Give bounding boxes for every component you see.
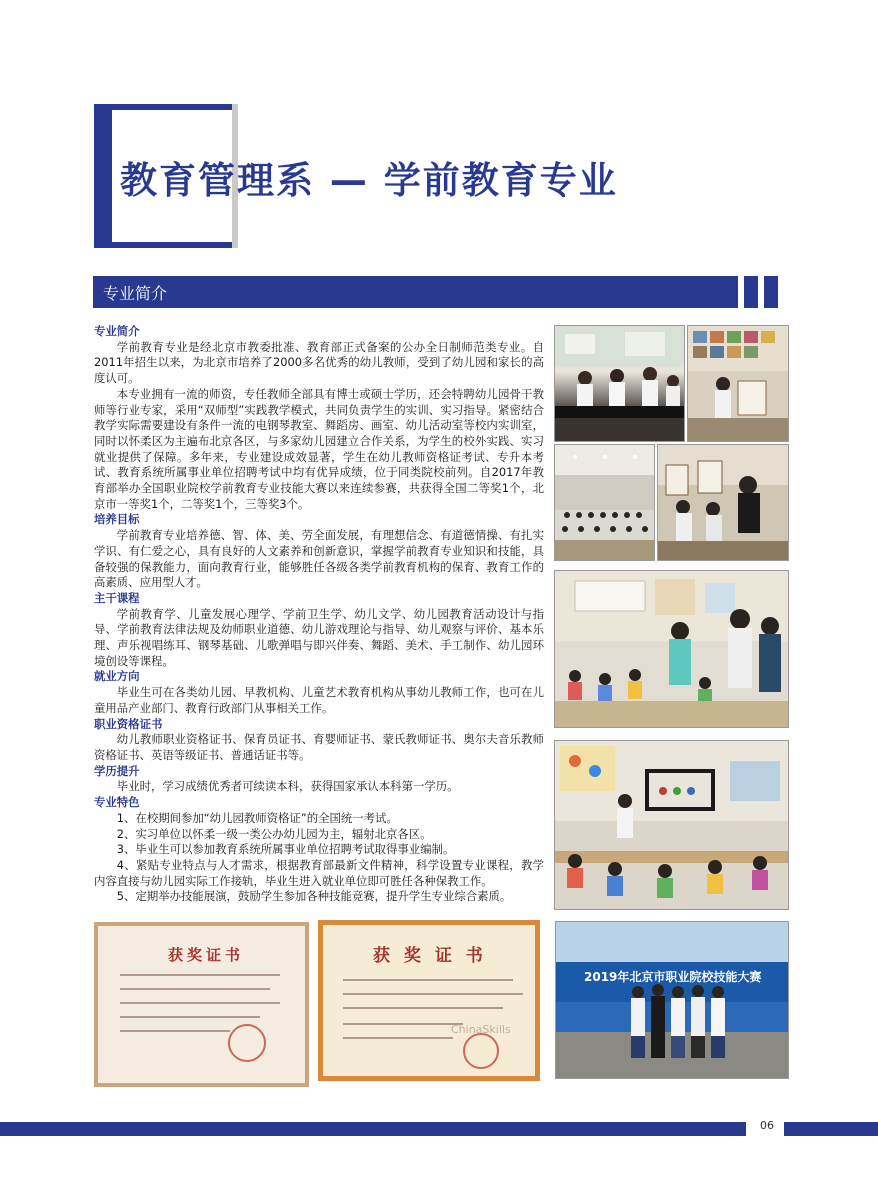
title-frame-top	[94, 104, 238, 110]
intro-paragraph-1: 学前教育专业是经北京市教委批准、教育部正式备案的公办全日制师范类专业。自2011年招生以来，为北京市培养了2000多名优秀的幼儿教师，受到了幼儿园和家长的高度认可。	[94, 339, 544, 386]
certificate-2-line	[343, 1023, 463, 1025]
feature-item-2: 2、实习单位以怀柔一级一类公办幼儿园为主，辐射北京各区。	[116, 826, 432, 841]
photo-piano-classroom	[554, 325, 685, 442]
certificate-2-watermark: ChinaSkills	[451, 1023, 511, 1036]
certificate-2-line	[343, 979, 513, 981]
feature-item-3: 3、毕业生可以参加教育系统所属事业单位招聘考试取得事业编制。	[116, 842, 455, 857]
certs-paragraph: 幼儿教师职业资格证书、保育员证书、育婴师证书、蒙氏教师证书、奥尔夫音乐教师资格证书、英语等级证书、普通话证书等。	[94, 732, 544, 762]
feature-item-1: 1、在校期间参加“幼儿园教师资格证”的全国统一考试。	[116, 810, 398, 825]
certificate-1	[94, 922, 309, 1087]
heading-degree: 学历提升	[94, 763, 140, 778]
certificate-2-line	[343, 1037, 453, 1039]
photo-easel-painting	[657, 444, 789, 561]
section-bar-stripe-2	[764, 276, 778, 308]
page-number: 06	[760, 1119, 774, 1132]
intro-paragraph-2: 本专业拥有一流的师资，专任教师全部具有博士或硕士学历，还会特聘幼儿园骨干教师等行业专家，采用“双师型”实践教学模式，共同负责学生的实训、实习指导。紧密结合教学实际需要建设有条件一流的电钢琴教室、舞蹈房、画室、幼儿活动室等校内实训室，同时以怀柔区为主遍布北京各区，与多家幼儿园建立合作关系，为学生的校外实践、实习就业提供了保障。多年来，专业建设成效显著，学生在幼儿教师资格证考试、专升本考试、教育系统所属事业单位招聘考试中均有优异成绩，位于同类院校前列。自2017年教育部举办全国职业院校学前教育专业技能大赛以来连续参赛，共获得全国二等奖1个，北京市一等奖1个，二等奖1个，三等奖3个。	[94, 386, 544, 511]
title-frame-left	[94, 104, 112, 248]
photo-kindergarten-teaching	[554, 570, 789, 728]
footer-bar-left	[0, 1122, 746, 1136]
courses-paragraph: 学前教育学、儿童发展心理学、学前卫生学、幼儿文学、幼儿园教育活动设计与指导、学前教育法律法规及幼师职业道德、幼儿游戏理论与指导、幼儿观察与评价、基本乐理、声乐视唱练耳、钢琴基础、儿歌弹唱与即兴伴奏、舞蹈、美术、手工制作、幼儿园环境创设等课程。	[94, 606, 544, 668]
heading-features: 专业特色	[94, 795, 140, 810]
photo-competition-banner	[555, 921, 789, 1079]
body-text	[94, 324, 544, 905]
heading-career: 就业方向	[94, 669, 140, 684]
certificate-2-seal	[463, 1033, 499, 1069]
page-title: 教育管理系 — 学前教育专业	[120, 159, 618, 202]
certificate-2-line	[343, 1007, 503, 1009]
feature-item-5: 5、定期举办技能展演，鼓励学生参加各种技能竞赛，提升学生专业综合素质。	[116, 889, 512, 904]
certificate-1-line	[120, 1016, 260, 1018]
heading-certs: 职业资格证书	[94, 716, 163, 731]
degree-paragraph: 毕业时，学习成绩优秀者可续读本科，获得国家承认本科第一学历。	[116, 779, 459, 794]
goals-paragraph: 学前教育专业培养德、智、体、美、劳全面发展，有理想信念、有道德情操、有扎实学识、有仁爱之心，具有良好的人文素养和创新意识，掌握学前教育专业知识和技能，具备较强的保教能力，面向教育行业，能够胜任各级各类学前教育机构的保育、教育工作的高素质、应用型人才。	[94, 528, 544, 590]
title-frame-bottom	[94, 242, 238, 248]
certificate-1-line	[120, 1002, 280, 1004]
certificate-2-title: 获 奖 证 书	[373, 946, 487, 966]
certificate-2-line	[343, 993, 523, 995]
heading-goals: 培养目标	[94, 512, 140, 527]
section-bar	[93, 276, 738, 308]
section-bar-stripe-1	[744, 276, 758, 308]
heading-intro: 专业简介	[94, 324, 140, 338]
feature-item-4: 4、紧贴专业特点与人才需求，根据教育部最新文件精神，科学设置专业课程，教学内容直接与幼儿园实际工作接轨，毕业生进入就业单位即可胜任各种保教工作。	[94, 857, 544, 888]
certificate-1-line	[120, 974, 280, 976]
certificate-1-line	[120, 988, 270, 990]
photo-classroom-screen	[554, 740, 789, 910]
career-paragraph: 毕业生可在各类幼儿园、早教机构、儿童艺术教育机构从事幼儿教师工作，也可在儿童用品产业部门、教育行政部门从事相关工作。	[94, 685, 544, 715]
footer-bar-right	[784, 1122, 878, 1136]
certificate-1-line	[120, 1030, 230, 1032]
banner-line-1: 2019年北京市职业院校技能大赛	[584, 970, 762, 984]
certificate-1-seal	[228, 1024, 266, 1062]
certificate-2	[318, 920, 540, 1081]
section-bar-label: 专业简介	[103, 284, 168, 303]
certificate-1-title: 获奖证书	[168, 946, 245, 964]
heading-courses: 主干课程	[94, 590, 140, 605]
photo-art-room	[687, 325, 789, 442]
photo-dance-room	[554, 444, 655, 561]
